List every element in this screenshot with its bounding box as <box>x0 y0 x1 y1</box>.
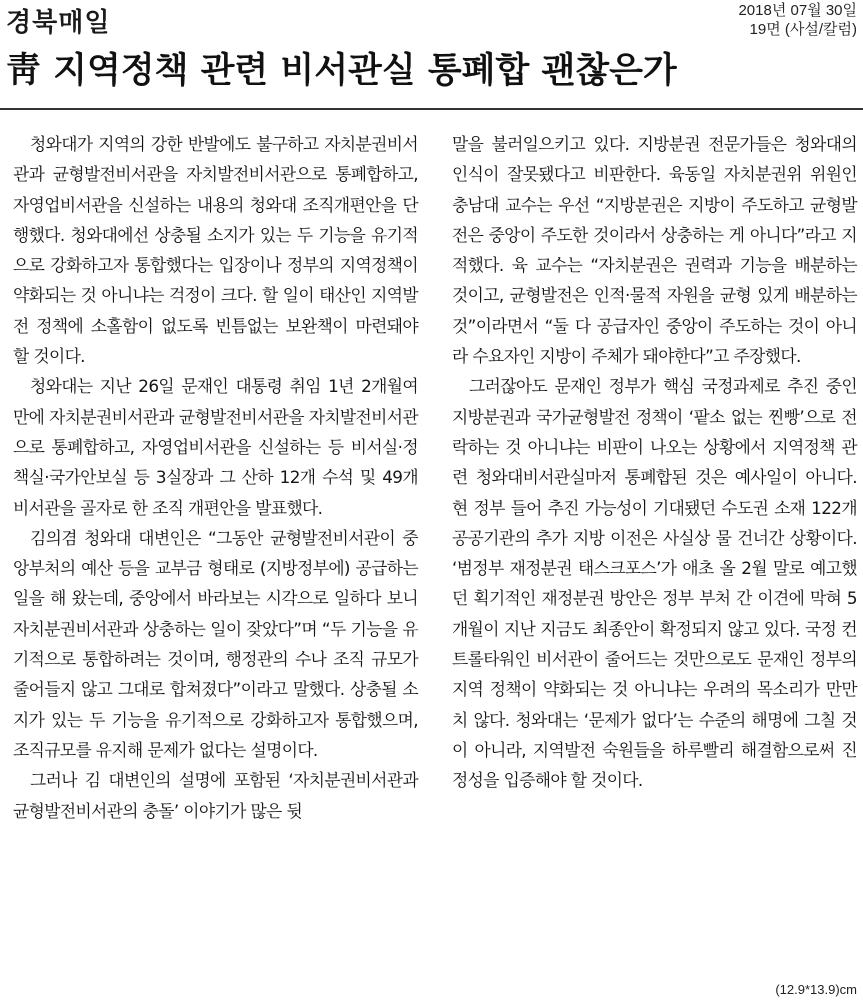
paragraph: 청와대는 지난 26일 문재인 대통령 취임 1년 2개월여 만에 자치분권비서관과 균형발전비서관을 자치발전비서관으로 통폐합하고, 자영업비서관을 신설하는 등 비서실·정책실·국가안보실 등 3실장과 그 산하 12개 수석 및 49개 비서관을 골자로 한 조직 개편안을 발표했다. <box>13 376 418 518</box>
paragraph: 김의겸 청와대 대변인은 “그동안 균형발전비서관이 중앙부처의 예산 등을 교부금 형태로 (지방정부에) 공급하는 일을 해 왔는데, 중앙에서 바라보는 시각으로 일하다 보니 자치분권비서관과 상충하는 일이 잦았다”며 “두 기능을 유기적으로 통합하려는 것이며, 행정관의 수나 조직 규모가 줄어들지 않고 그대로 합쳐졌다”이라고 말했다. 상충될 소지가 있는 두 기능을 유기적으로 강화하고자 통합했으며, 조직규모를 유지해 문제가 없다는 설명이다. <box>13 527 418 760</box>
paragraph: 그러나 김 대변인의 설명에 포함된 ‘자치분권비서관과 균형발전비서관의 충돌’ 이야기가 많은 뒷 <box>13 770 418 821</box>
paragraph: 그러잖아도 문재인 정부가 핵심 국정과제로 추진 중인 지방분권과 국가균형발전 정책이 ‘팥소 없는 찐빵’으로 전락하는 것 아니냐는 비판이 나오는 상황에서 지역정책 관련 청와대비서관실마저 통폐합된 것은 예사일이 아니다. 현 정부 들어 추진 가능성이 기대됐던 수도권 소재 122개 공공기관의 추가 지방 이전은 사실상 물 건너간 상황이다. ‘범정부 재정분권 태스크포스’가 애초 올 2월 말로 예고했던 획기적인 재정분권 방안은 정부 부처 간 이견에 막혀 5개월이 지난 지금도 최종안이 확정되지 않고 있다. 국정 컨트롤타워인 비서관이 줄어드는 것만으로도 문재인 정부의 지역 정책이 약화되는 것 아니냐는 우려의 목소리가 만만치 않다. 청와대는 ‘문제가 없다’는 수준의 해명에 그칠 것이 아니라, 지역발전 숙원들을 하루빨리 해결함으로써 진정성을 입증해야 할 것이다. <box>452 376 857 791</box>
headline-divider <box>0 108 863 110</box>
article-column-right <box>452 129 857 796</box>
headline: 靑 지역정책 관련 비서관실 통폐합 괜찮은가 <box>6 50 677 91</box>
paragraph-continued: 말을 불러일으키고 있다. 지방분권 전문가들은 청와대의 인식이 잘못됐다고 비판한다. 육동일 자치분권위 위원인 충남대 교수는 우선 “지방분권은 지방이 주도하고 균형발전은 중앙이 주도한 것이라서 상충하는 게 아니다”라고 지적했다. 육 교수는 “자치분권은 권력과 기능을 배분하는 것이고, 균형발전은 인적·물적 자원을 균형 있게 배분하는 것”이라면서 “둘 다 공급자인 중앙이 주도하는 것이 아니라 수요자인 지방이 주체가 돼야한다”고 주장했다. <box>452 134 857 367</box>
paragraph: 청와대가 지역의 강한 반발에도 불구하고 자치분권비서관과 균형발전비서관을 자치발전비서관으로 통폐합하고, 자영업비서관을 신설하는 내용의 청와대 조직개편안을 단행했다. 청와대에선 상충될 소지가 있는 두 기능을 유기적으로 강화하고자 통합했다는 입장이나 정부의 지역정책이 약화되는 것 아니냐는 걱정이 크다. 할 일이 태산인 지역발전 정책에 소홀함이 없도록 빈틈없는 보완책이 마련돼야 할 것이다. <box>13 134 418 367</box>
publication-meta <box>738 1 857 39</box>
publication-date: 2018년 07월 30일 <box>738 2 857 19</box>
clipping-size: (12.9*13.9)cm <box>775 982 857 997</box>
masthead-logo: 경북매일 <box>6 8 111 38</box>
page-section: 19면 (사설/칼럼) <box>749 21 857 38</box>
article-column-left <box>13 129 418 826</box>
